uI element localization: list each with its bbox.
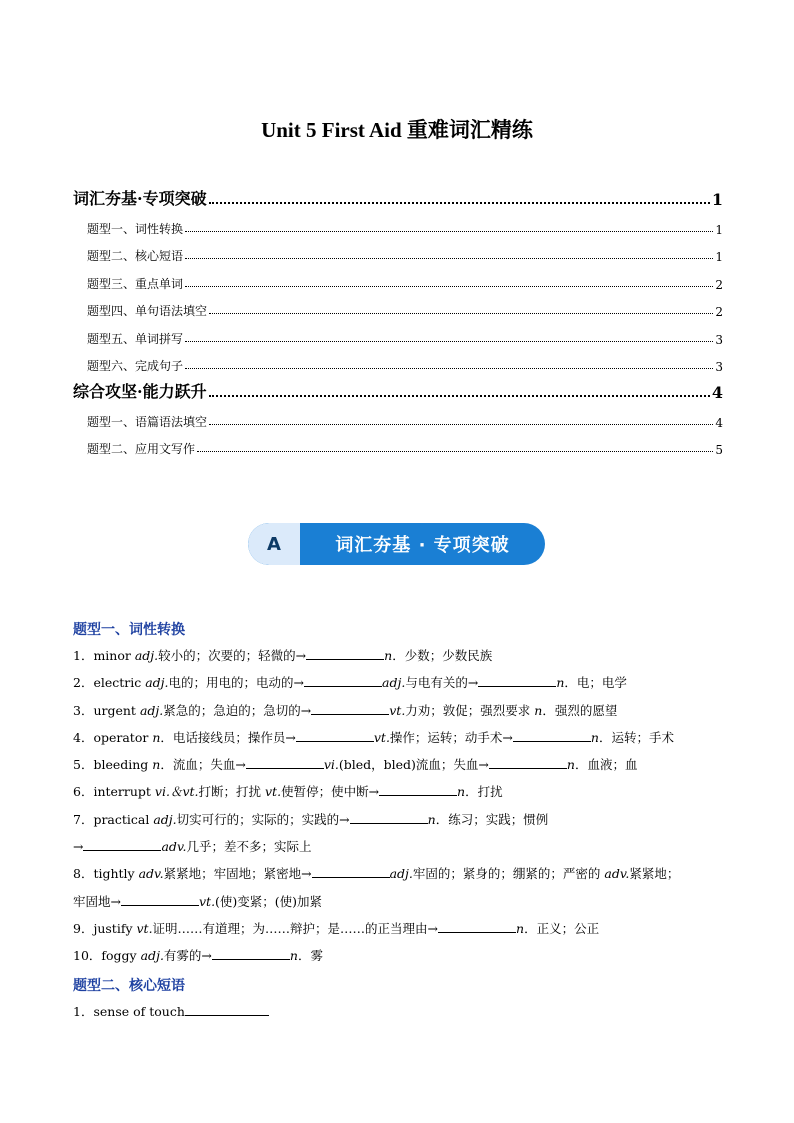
exercise-item: 10．foggy adj.有雾的→ n．雾 (73, 948, 323, 964)
answer-blank[interactable] (478, 674, 556, 687)
section-banner (248, 523, 545, 565)
toc-entry[interactable]: 题型二、应用文写作 5 (87, 442, 723, 457)
exercise-item: 2．electric adj.电的；用电的；电动的→ adj.与电有关的→ n．电；电学 (73, 675, 627, 691)
answer-blank[interactable] (185, 1003, 269, 1016)
table-of-contents (73, 181, 723, 457)
exercise-item: 1．sense of touch (73, 998, 733, 1025)
toc-entry[interactable]: 题型二、核心短语 1 (87, 249, 723, 264)
exercise-item: 7．practical adj.切实可行的；实际的；实践的→ n．练习；实践；惯例 (73, 811, 549, 827)
exercise-item-continued: → adv.几乎；差不多；实际上 (73, 839, 312, 855)
toc-entry[interactable]: 词汇夯基·专项突破 1 (73, 189, 723, 209)
toc-entry[interactable]: 题型四、单句语法填空 2 (87, 304, 723, 319)
answer-blank[interactable] (350, 811, 428, 824)
exercise-item-continued: 牢固地→ vt.(使)变紧；(使)加紧 (73, 893, 323, 909)
answer-blank[interactable] (312, 865, 390, 878)
answer-blank[interactable] (489, 756, 567, 769)
answer-blank[interactable] (379, 783, 457, 796)
exercise-item: 8．tightly adv.紧紧地；牢固地；紧密地→ adj.牢固的；紧身的；绷紧的；严密的 adv.紧紧地； (73, 866, 680, 882)
toc-entry[interactable]: 综合攻坚·能力跃升 4 (73, 382, 723, 402)
answer-blank[interactable] (121, 893, 199, 906)
exercise-item: 4．operator n．电话接线员；操作员→ vt.操作；运转；动手术→ n．运转；手术 (73, 729, 674, 745)
answer-blank[interactable] (83, 838, 161, 851)
exercise-item: 9．justify vt.证明……有道理；为……辩护；是……的正当理由→ n．正义；公正 (73, 920, 600, 936)
exercise-content (73, 618, 733, 1025)
toc-entry[interactable]: 题型三、重点单词 2 (87, 276, 723, 292)
exercise-item: 3．urgent adj.紧急的；急迫的；急切的→ vt.力劝；敦促；强烈要求 n．强烈的愿望 (73, 702, 618, 718)
banner-title: 词汇夯基 · 专项突破 (335, 535, 510, 556)
exercise-item: 1．minor adj.较小的；次要的；轻微的→ n．少数；少数民族 (73, 648, 493, 663)
toc-entry[interactable]: 题型一、词性转换 1 (87, 221, 723, 237)
answer-blank[interactable] (513, 729, 591, 742)
document-title: Unit 5 First Aid 重难词汇精练 (261, 118, 533, 142)
banner-letter-badge (248, 523, 300, 565)
toc-entry[interactable]: 题型五、单词拼写 3 (87, 331, 723, 347)
toc-entry[interactable]: 题型六、完成句子 3 (87, 359, 723, 374)
exercise-item: 5．bleeding n．流血；失血→ vi.(bled，bled)流血；失血→ n．血液；血 (73, 757, 638, 773)
answer-blank[interactable] (306, 647, 384, 660)
answer-blank[interactable] (311, 702, 389, 715)
answer-blank[interactable] (212, 947, 290, 960)
banner-letter: A (267, 533, 281, 555)
answer-blank[interactable] (296, 729, 374, 742)
answer-blank[interactable] (246, 756, 324, 769)
exercise-item: 6．interrupt vi.＆vt.打断；打扰 vt.使暂停；使中断→ n．打扰 (73, 784, 503, 800)
toc-entry[interactable]: 题型一、语篇语法填空 4 (87, 414, 723, 430)
section-heading: 题型一、词性转换 (73, 622, 185, 638)
answer-blank[interactable] (438, 920, 516, 933)
section-heading: 题型二、核心短语 (73, 977, 185, 994)
answer-blank[interactable] (304, 674, 382, 687)
